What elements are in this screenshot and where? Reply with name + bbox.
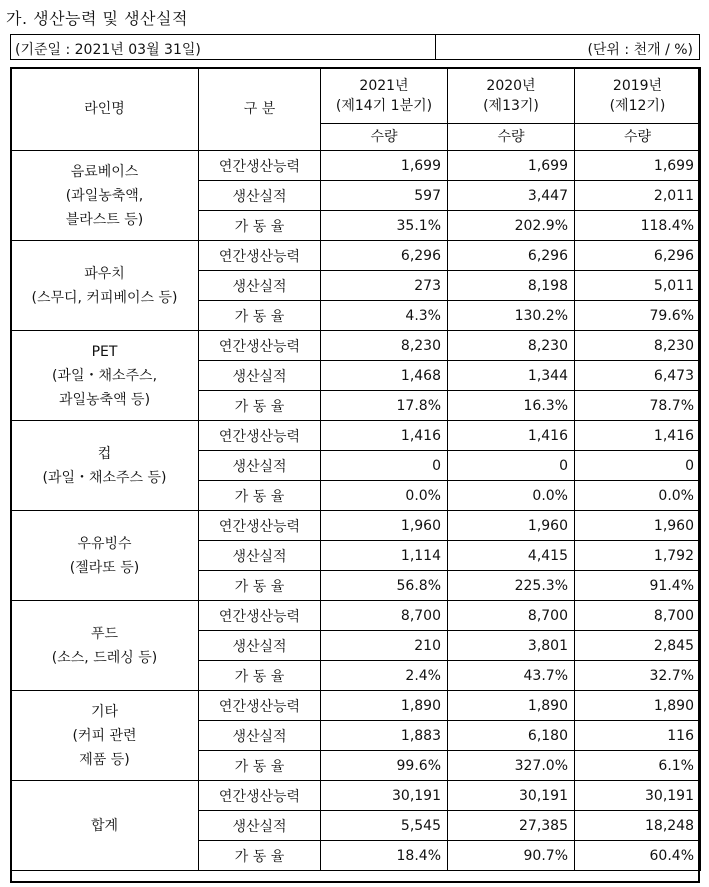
header-year [575,68,701,124]
header-line-name: 라인명 [11,68,199,151]
header-year-label: 2021년 [359,77,409,94]
value-cell: 1,468 [321,361,448,391]
value-cell: 1,890 [575,691,701,721]
value-cell: 210 [321,631,448,661]
value-cell: 6,180 [448,721,575,751]
table-row [11,421,701,451]
value-cell: 1,883 [321,721,448,751]
value-cell: 1,890 [321,691,448,721]
row-label: 가 동 율 [199,661,321,691]
row-label: 생산실적 [199,541,321,571]
row-label: 생산실적 [199,181,321,211]
row-label: 연간생산능력 [199,421,321,451]
value-cell: 0 [321,451,448,481]
value-cell: 56.8% [321,571,448,601]
table-row [11,781,701,811]
row-label: 생산실적 [199,811,321,841]
row-label: 연간생산능력 [199,601,321,631]
value-cell: 8,198 [448,271,575,301]
header-year [448,68,575,124]
value-cell: 8,700 [575,601,701,631]
row-label: 생산실적 [199,631,321,661]
value-cell: 1,960 [321,511,448,541]
row-label: 연간생산능력 [199,511,321,541]
value-cell: 4.3% [321,301,448,331]
header-division: 구 분 [199,68,321,151]
line-name-cell [11,151,199,241]
line-name-cell [11,421,199,511]
header-period-label: (제12기) [609,97,666,114]
line-name-text: (과일・채소주스 등) [42,469,167,486]
line-name-cell [11,241,199,331]
line-name-cell [11,331,199,421]
info-bar [10,34,700,60]
row-label: 가 동 율 [199,571,321,601]
value-cell: 8,700 [321,601,448,631]
value-cell: 35.1% [321,211,448,241]
row-label: 생산실적 [199,361,321,391]
row-label: 가 동 율 [199,301,321,331]
table-row [11,511,701,541]
header-metric: 수량 [321,124,448,151]
table-header [11,68,701,151]
line-name-cell [11,691,199,781]
value-cell: 4,415 [448,541,575,571]
line-name-text: (커피 관련 [72,727,137,744]
table-row [11,241,701,271]
value-cell: 1,344 [448,361,575,391]
row-label: 연간생산능력 [199,151,321,181]
line-name-text: 기타 [90,703,119,720]
value-cell: 0 [575,451,701,481]
value-cell: 18,248 [575,811,701,841]
value-cell: 30,191 [575,781,701,811]
value-cell: 30,191 [448,781,575,811]
value-cell: 1,792 [575,541,701,571]
line-name-text: (과일농축액, [65,187,144,204]
value-cell: 1,960 [448,511,575,541]
row-label: 가 동 율 [199,391,321,421]
value-cell: 18.4% [321,841,448,871]
value-cell: 2.4% [321,661,448,691]
production-table [10,67,701,871]
value-cell: 597 [321,181,448,211]
value-cell: 5,011 [575,271,701,301]
row-label: 연간생산능력 [199,781,321,811]
value-cell: 1,416 [321,421,448,451]
value-cell: 273 [321,271,448,301]
table-row [11,601,701,631]
line-name-text: 합계 [90,817,119,834]
value-cell: 6,296 [321,241,448,271]
row-label: 생산실적 [199,451,321,481]
value-cell: 130.2% [448,301,575,331]
line-name-text: 음료베이스 [70,163,139,180]
row-label: 가 동 율 [199,481,321,511]
value-cell: 6,473 [575,361,701,391]
header-year [321,68,448,124]
value-cell: 90.7% [448,841,575,871]
value-cell: 8,230 [575,331,701,361]
value-cell: 32.7% [575,661,701,691]
header-period-label: (제13기) [483,97,539,114]
value-cell: 43.7% [448,661,575,691]
value-cell: 1,890 [448,691,575,721]
value-cell: 3,447 [448,181,575,211]
value-cell: 6,296 [575,241,701,271]
section-title: 가. 생산능력 및 생산실적 [6,9,188,28]
line-name-text: 과일농축액 등) [58,391,151,408]
value-cell: 225.3% [448,571,575,601]
value-cell: 1,416 [448,421,575,451]
line-name-text: 우유빙수 [77,535,132,552]
line-name-cell [11,601,199,691]
value-cell: 1,960 [575,511,701,541]
value-cell: 16.3% [448,391,575,421]
value-cell: 2,011 [575,181,701,211]
value-cell: 1,699 [321,151,448,181]
line-name-text: 컵 [97,445,112,462]
value-cell: 1,699 [575,151,701,181]
line-name-text: (스무디, 커피베이스 등) [31,289,178,306]
value-cell: 99.6% [321,751,448,781]
line-name-cell [11,511,199,601]
line-name-text: 블라스트 등) [65,211,144,228]
line-name-text: (젤라또 등) [69,559,140,576]
header-period-label: (제14기 1분기) [335,97,433,114]
value-cell: 79.6% [575,301,701,331]
row-label: 가 동 율 [199,751,321,781]
value-cell: 91.4% [575,571,701,601]
line-name-text: (과일・채소주스, [51,367,158,384]
value-cell: 6.1% [575,751,701,781]
value-cell: 30,191 [321,781,448,811]
header-metric: 수량 [575,124,701,151]
info-divider [435,35,436,59]
row-label: 생산실적 [199,271,321,301]
header-year-label: 2020년 [486,77,536,94]
line-name-cell [11,781,199,871]
value-cell: 116 [575,721,701,751]
header-metric: 수량 [448,124,575,151]
row-label: 가 동 율 [199,211,321,241]
table-body [11,151,701,871]
value-cell: 8,230 [448,331,575,361]
line-name-text: PET [91,343,118,360]
value-cell: 3,801 [448,631,575,661]
value-cell: 5,545 [321,811,448,841]
value-cell: 1,699 [448,151,575,181]
value-cell: 6,296 [448,241,575,271]
value-cell: 1,416 [575,421,701,451]
value-cell: 0.0% [575,481,701,511]
unit-label: (단위 : 천개 / %) [587,42,693,58]
row-label: 연간생산능력 [199,691,321,721]
value-cell: 78.7% [575,391,701,421]
line-name-text: 푸드 [90,625,119,642]
value-cell: 0.0% [321,481,448,511]
line-name-text: 파우치 [84,265,125,282]
row-label: 연간생산능력 [199,331,321,361]
value-cell: 0 [448,451,575,481]
line-name-text: 제품 등) [79,751,130,768]
row-label: 가 동 율 [199,841,321,871]
value-cell: 2,845 [575,631,701,661]
basis-date: (기준일 : 2021년 03월 31일) [15,42,201,58]
value-cell: 60.4% [575,841,701,871]
table-row [11,331,701,361]
value-cell: 27,385 [448,811,575,841]
row-label: 생산실적 [199,721,321,751]
table-row [11,151,701,181]
value-cell: 8,230 [321,331,448,361]
value-cell: 202.9% [448,211,575,241]
header-year-label: 2019년 [612,77,663,94]
value-cell: 8,700 [448,601,575,631]
table-row [11,691,701,721]
value-cell: 327.0% [448,751,575,781]
value-cell: 17.8% [321,391,448,421]
value-cell: 0.0% [448,481,575,511]
value-cell: 1,114 [321,541,448,571]
line-name-text: (소스, 드레싱 등) [51,649,158,666]
value-cell: 118.4% [575,211,701,241]
row-label: 연간생산능력 [199,241,321,271]
